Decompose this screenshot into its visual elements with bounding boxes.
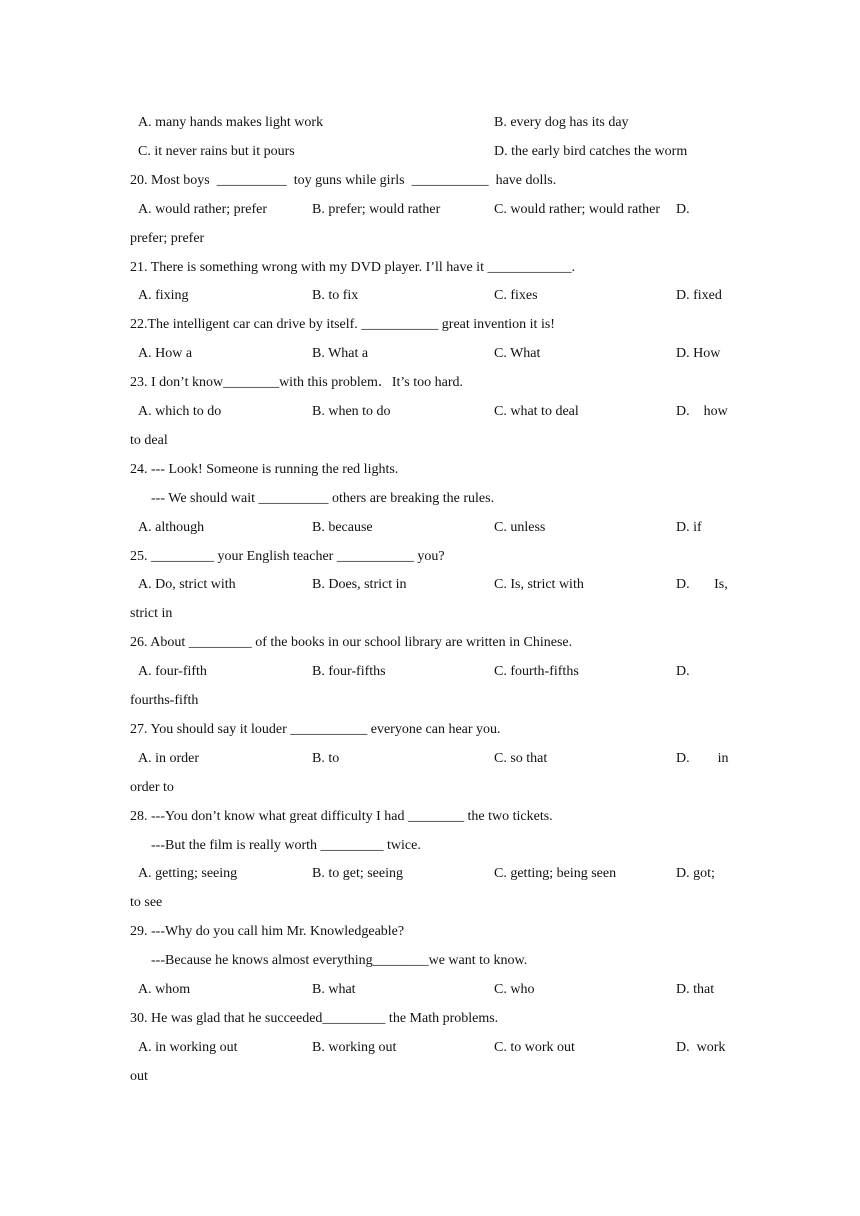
option-c: C. What <box>494 346 541 361</box>
question-text: 28. ---You don’t know what great difficulty I had ________ the two tickets. <box>130 809 553 824</box>
option-b: B. when to do <box>312 404 391 419</box>
option-b: B. what <box>312 982 356 997</box>
question-text: strict in <box>130 606 173 621</box>
option-b: B. to get; seeing <box>312 866 403 881</box>
option-d: D. that <box>676 982 715 997</box>
option-b: B. to fix <box>312 288 359 303</box>
option-d: D. in <box>676 751 729 766</box>
question-text: 21. There is something wrong with my DVD player. I’ll have it ____________. <box>130 260 575 275</box>
option-c: C. what to deal <box>494 404 579 419</box>
option-c: C. to work out <box>494 1040 575 1055</box>
question-text: 24. --- Look! Someone is running the red lights. <box>130 462 399 477</box>
option-a: A. would rather; prefer <box>138 202 268 217</box>
option-a: A. in order <box>138 751 200 766</box>
option-d: D. got; <box>676 866 715 881</box>
option-d: D. <box>676 202 690 217</box>
option-a: A. whom <box>138 982 191 997</box>
option-b: B. because <box>312 520 373 535</box>
option-b: B. four-fifths <box>312 664 386 679</box>
option-a: C. it never rains but it pours <box>138 144 295 159</box>
option-c: C. getting; being seen <box>494 866 617 881</box>
option-d: D. How <box>676 346 721 361</box>
option-c: C. would rather; would rather <box>494 202 661 217</box>
option-b: B. Does, strict in <box>312 577 407 592</box>
option-d: D. how <box>676 404 728 419</box>
option-b: D. the early bird catches the worm <box>494 144 688 159</box>
question-text: 23. I don’t know________with this problem．It’s too hard. <box>130 375 463 390</box>
question-text: 20. Most boys __________ toy guns while girls ___________ have dolls. <box>130 173 557 188</box>
question-text: ---Because he knows almost everything________we want to know. <box>130 953 528 968</box>
option-c: C. Is, strict with <box>494 577 584 592</box>
question-text: 27. You should say it louder ___________ everyone can hear you. <box>130 722 501 737</box>
option-a: A. getting; seeing <box>138 866 238 881</box>
option-c: C. fourth-fifths <box>494 664 579 679</box>
option-c: C. who <box>494 982 535 997</box>
question-text: 30. He was glad that he succeeded_________ the Math problems. <box>130 1011 499 1026</box>
option-d: D. work <box>676 1040 726 1055</box>
option-b: B. to <box>312 751 340 766</box>
option-c: C. fixes <box>494 288 538 303</box>
option-b: B. working out <box>312 1040 397 1055</box>
option-c: C. unless <box>494 520 546 535</box>
question-text: ---But the film is really worth _________ twice. <box>130 838 421 853</box>
option-d: D. fixed <box>676 288 722 303</box>
option-a: A. which to do <box>138 404 222 419</box>
option-d: D. <box>676 664 690 679</box>
option-b: B. What a <box>312 346 369 361</box>
question-text: prefer; prefer <box>130 231 205 246</box>
question-text: to deal <box>130 433 168 448</box>
option-a: A. Do, strict with <box>138 577 236 592</box>
question-text: 25. _________ your English teacher ___________ you? <box>130 549 445 564</box>
question-text: 22.The intelligent car can drive by itself. ___________ great invention it is! <box>130 317 555 332</box>
option-a: A. in working out <box>138 1040 238 1055</box>
option-a: A. four-fifth <box>138 664 207 679</box>
option-b: B. every dog has its day <box>494 115 629 130</box>
question-text: 29. ---Why do you call him Mr. Knowledgeable? <box>130 924 405 939</box>
option-b: B. prefer; would rather <box>312 202 441 217</box>
option-a: A. although <box>138 520 205 535</box>
question-text: fourths-fifth <box>130 693 199 708</box>
option-d: D. Is, <box>676 577 728 592</box>
option-a: A. How a <box>138 346 193 361</box>
question-text: 26. About _________ of the books in our school library are written in Chinese. <box>130 635 573 650</box>
question-text: out <box>130 1069 148 1084</box>
option-d: D. if <box>676 520 702 535</box>
question-text: --- We should wait __________ others are breaking the rules. <box>130 491 495 506</box>
question-text: order to <box>130 780 174 795</box>
option-c: C. so that <box>494 751 548 766</box>
question-text: to see <box>130 895 163 910</box>
option-a: A. many hands makes light work <box>138 115 324 130</box>
option-a: A. fixing <box>138 288 189 303</box>
